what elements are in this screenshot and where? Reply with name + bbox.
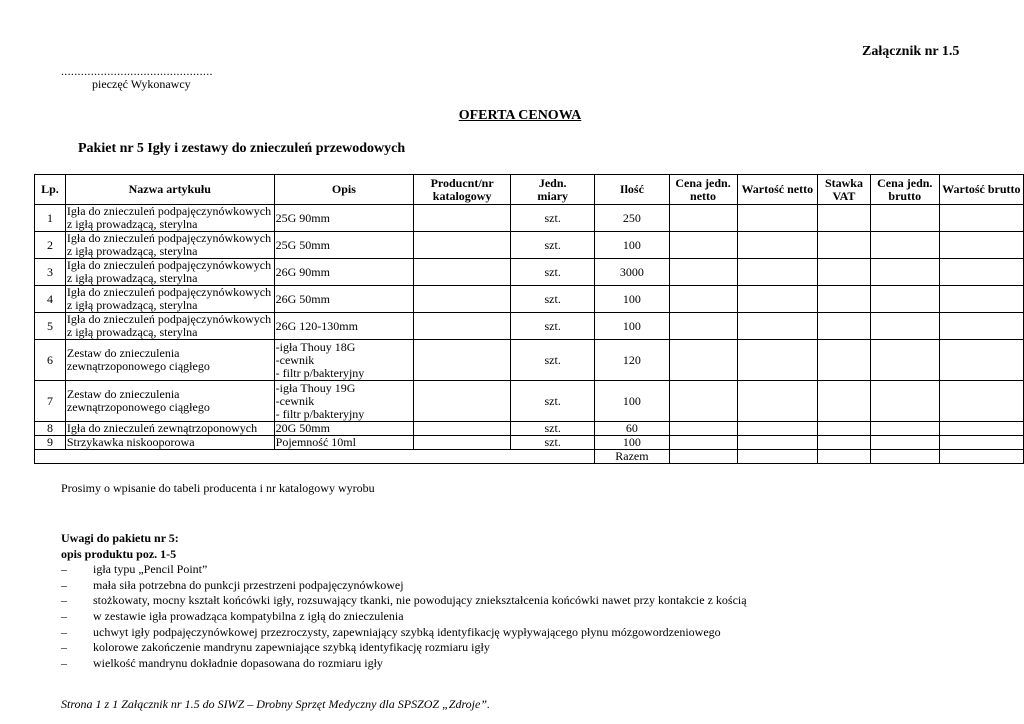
row-description: 26G 90mm bbox=[274, 259, 414, 286]
row-quantity: 100 bbox=[595, 313, 669, 340]
row-net-unit-price-cell bbox=[669, 422, 737, 436]
table-row bbox=[35, 286, 1024, 313]
row-name: Igła do znieczuleń podpajęczynówkowych z igłą prowadzącą, sterylna bbox=[65, 313, 274, 340]
row-unit: szt. bbox=[511, 313, 595, 340]
total-label: Razem bbox=[595, 450, 669, 464]
row-net-value-cell bbox=[737, 232, 818, 259]
row-name: Zestaw do znieczulenia zewnątrzoponowego ciągłego bbox=[65, 381, 274, 422]
row-gross-unit-price-cell bbox=[870, 286, 939, 313]
row-description: -igła Thouy 19G -cewnik - filtr p/bakteryjny bbox=[274, 381, 414, 422]
header-lp: Lp. bbox=[35, 175, 66, 205]
remarks-subtitle: opis produktu poz. 1-5 bbox=[61, 546, 177, 561]
row-lp: 8 bbox=[35, 422, 66, 436]
row-vat-cell bbox=[818, 422, 871, 436]
row-vat-cell bbox=[818, 205, 871, 232]
row-description: 26G 120-130mm bbox=[274, 313, 414, 340]
remarks-item-text: uchwyt igły podpajęczynówkowej przezroczysty, zapewniający szybką identyfikację wypływającego płynu mózgowordzeniowego bbox=[93, 624, 721, 639]
total-net-value-cell bbox=[737, 450, 818, 464]
row-net-unit-price-cell bbox=[669, 313, 737, 340]
row-net-unit-price-cell bbox=[669, 232, 737, 259]
row-gross-unit-price-cell bbox=[870, 422, 939, 436]
header-gross-value: Wartość brutto bbox=[939, 175, 1023, 205]
row-net-value-cell bbox=[737, 381, 818, 422]
offer-title: OFERTA CENOWA bbox=[458, 108, 582, 123]
remarks-item bbox=[61, 609, 747, 625]
dash-bullet: – bbox=[61, 593, 67, 608]
dash-bullet: – bbox=[61, 562, 67, 577]
table-row bbox=[35, 381, 1024, 422]
row-description: 25G 50mm bbox=[274, 232, 414, 259]
row-net-value-cell bbox=[737, 313, 818, 340]
row-vat-cell bbox=[818, 259, 871, 286]
remarks-title: Uwagi do pakietu nr 5: bbox=[61, 531, 179, 545]
row-name: Igła do znieczuleń podpajęczynówkowych z igłą prowadzącą, sterylna bbox=[65, 259, 274, 286]
row-producer-cell bbox=[414, 313, 511, 340]
table-row bbox=[35, 340, 1024, 381]
table-total-row bbox=[35, 450, 1024, 464]
row-net-unit-price-cell bbox=[669, 436, 737, 450]
row-net-value-cell bbox=[737, 436, 818, 450]
row-gross-unit-price-cell bbox=[870, 259, 939, 286]
row-net-value-cell bbox=[737, 422, 818, 436]
package-title: Pakiet nr 5 Igły i zestawy do znieczuleń przewodowych bbox=[78, 141, 406, 156]
row-gross-value-cell bbox=[939, 205, 1023, 232]
remarks-item-text: mała siła potrzebna do punkcji przestrzeni podpajęczynówkowej bbox=[93, 577, 404, 592]
row-gross-value-cell bbox=[939, 381, 1023, 422]
row-producer-cell bbox=[414, 381, 511, 422]
row-name: Strzykawka niskooporowa bbox=[65, 436, 274, 450]
remarks-item bbox=[61, 578, 747, 594]
table-row bbox=[35, 422, 1024, 436]
row-net-unit-price-cell bbox=[669, 340, 737, 381]
row-gross-unit-price-cell bbox=[870, 381, 939, 422]
row-gross-value-cell bbox=[939, 422, 1023, 436]
row-unit: szt. bbox=[511, 205, 595, 232]
row-gross-unit-price-cell bbox=[870, 205, 939, 232]
remarks-item-text: wielkość mandrynu dokładnie dopasowana do rozmiaru igły bbox=[93, 655, 383, 670]
row-lp: 7 bbox=[35, 381, 66, 422]
row-gross-unit-price-cell bbox=[870, 232, 939, 259]
row-producer-cell bbox=[414, 422, 511, 436]
row-gross-unit-price-cell bbox=[870, 340, 939, 381]
row-quantity: 120 bbox=[595, 340, 669, 381]
remarks-item-text: igła typu „Pencil Point” bbox=[93, 562, 208, 577]
remarks-list bbox=[61, 562, 747, 671]
total-row-blank bbox=[35, 450, 595, 464]
row-unit: szt. bbox=[511, 232, 595, 259]
table-header-row bbox=[35, 175, 1024, 205]
row-net-unit-price-cell bbox=[669, 286, 737, 313]
remarks-item bbox=[61, 640, 747, 656]
row-quantity: 100 bbox=[595, 232, 669, 259]
header-producer: Producnt/nr katalogowy bbox=[414, 175, 511, 205]
row-producer-cell bbox=[414, 259, 511, 286]
row-net-unit-price-cell bbox=[669, 259, 737, 286]
row-gross-unit-price-cell bbox=[870, 313, 939, 340]
row-description: -igła Thouy 18G -cewnik - filtr p/bakteryjny bbox=[274, 340, 414, 381]
header-quantity: Ilość bbox=[595, 175, 669, 205]
row-name: Igła do znieczuleń podpajęczynówkowych z igłą prowadzącą, sterylna bbox=[65, 205, 274, 232]
header-description: Opis bbox=[274, 175, 414, 205]
row-gross-value-cell bbox=[939, 340, 1023, 381]
row-unit: szt. bbox=[511, 259, 595, 286]
total-gross-unit-price-cell bbox=[870, 450, 939, 464]
remarks-item bbox=[61, 656, 747, 672]
row-net-value-cell bbox=[737, 340, 818, 381]
page-footer: Strona 1 z 1 Załącznik nr 1.5 do SIWZ – Drobny Sprzęt Medyczny dla SPSZOZ „Zdroje”. bbox=[61, 697, 490, 711]
dash-bullet: – bbox=[61, 577, 67, 592]
row-unit: szt. bbox=[511, 381, 595, 422]
row-producer-cell bbox=[414, 340, 511, 381]
header-net-unit-price: Cena jedn. netto bbox=[669, 175, 737, 205]
header-vat-rate: Stawka VAT bbox=[818, 175, 871, 205]
row-unit: szt. bbox=[511, 286, 595, 313]
row-net-value-cell bbox=[737, 259, 818, 286]
row-vat-cell bbox=[818, 286, 871, 313]
table-row bbox=[35, 259, 1024, 286]
row-name: Igła do znieczuleń podpajęczynówkowych z igłą prowadzącą, sterylna bbox=[65, 232, 274, 259]
header-net-value: Wartość netto bbox=[737, 175, 818, 205]
row-unit: szt. bbox=[511, 436, 595, 450]
remarks-item bbox=[61, 593, 747, 609]
row-name: Igła do znieczuleń zewnątrzoponowych bbox=[65, 422, 274, 436]
dash-bullet: – bbox=[61, 640, 67, 655]
price-offer-table bbox=[34, 174, 1024, 464]
row-lp: 4 bbox=[35, 286, 66, 313]
remarks-item-text: kolorowe zakończenie mandrynu zapewniające szybką identyfikację rozmiaru igły bbox=[93, 640, 490, 655]
row-net-value-cell bbox=[737, 205, 818, 232]
row-vat-cell bbox=[818, 340, 871, 381]
row-producer-cell bbox=[414, 232, 511, 259]
table-row bbox=[35, 313, 1024, 340]
row-quantity: 60 bbox=[595, 422, 669, 436]
row-vat-cell bbox=[818, 313, 871, 340]
row-quantity: 100 bbox=[595, 286, 669, 313]
package-remarks bbox=[61, 531, 747, 671]
row-gross-value-cell bbox=[939, 286, 1023, 313]
row-name: Zestaw do znieczulenia zewnątrzoponowego ciągłego bbox=[65, 340, 274, 381]
stamp-caption: pieczęć Wykonawcy bbox=[92, 77, 191, 91]
row-producer-cell bbox=[414, 205, 511, 232]
row-net-value-cell bbox=[737, 286, 818, 313]
row-vat-cell bbox=[818, 436, 871, 450]
row-lp: 9 bbox=[35, 436, 66, 450]
row-description: 26G 50mm bbox=[274, 286, 414, 313]
row-lp: 2 bbox=[35, 232, 66, 259]
header-gross-unit-price: Cena jedn. brutto bbox=[870, 175, 939, 205]
row-gross-value-cell bbox=[939, 232, 1023, 259]
total-vat-cell bbox=[818, 450, 871, 464]
row-vat-cell bbox=[818, 381, 871, 422]
row-gross-value-cell bbox=[939, 313, 1023, 340]
row-lp: 1 bbox=[35, 205, 66, 232]
row-name: Igła do znieczuleń podpajęczynówkowych z igłą prowadzącą, sterylna bbox=[65, 286, 274, 313]
row-description: 25G 90mm bbox=[274, 205, 414, 232]
row-net-unit-price-cell bbox=[669, 205, 737, 232]
total-net-unit-price-cell bbox=[669, 450, 737, 464]
row-quantity: 100 bbox=[595, 381, 669, 422]
row-gross-value-cell bbox=[939, 259, 1023, 286]
dash-bullet: – bbox=[61, 608, 67, 623]
row-net-unit-price-cell bbox=[669, 381, 737, 422]
annex-label: Załącznik nr 1.5 bbox=[862, 44, 960, 59]
row-producer-cell bbox=[414, 286, 511, 313]
remarks-item bbox=[61, 625, 747, 641]
row-vat-cell bbox=[818, 232, 871, 259]
row-quantity: 100 bbox=[595, 436, 669, 450]
row-gross-value-cell bbox=[939, 436, 1023, 450]
table-row bbox=[35, 436, 1024, 450]
header-name: Nazwa artykułu bbox=[65, 175, 274, 205]
row-lp: 3 bbox=[35, 259, 66, 286]
row-producer-cell bbox=[414, 436, 511, 450]
remarks-item bbox=[61, 562, 747, 578]
row-lp: 5 bbox=[35, 313, 66, 340]
table-row bbox=[35, 232, 1024, 259]
producer-note: Prosimy o wpisanie do tabeli producenta i nr katalogowy wyrobu bbox=[61, 481, 375, 495]
stamp-dotted-line: .............................................. bbox=[61, 64, 213, 78]
dash-bullet: – bbox=[61, 655, 67, 670]
row-unit: szt. bbox=[511, 422, 595, 436]
dash-bullet: – bbox=[61, 624, 67, 639]
row-unit: szt. bbox=[511, 340, 595, 381]
row-description: 20G 50mm bbox=[274, 422, 414, 436]
table-row bbox=[35, 205, 1024, 232]
remarks-item-text: w zestawie igła prowadząca kompatybilna z igłą do znieczulenia bbox=[93, 608, 404, 623]
total-gross-value-cell bbox=[939, 450, 1023, 464]
row-description: Pojemność 10ml bbox=[274, 436, 414, 450]
row-gross-unit-price-cell bbox=[870, 436, 939, 450]
row-quantity: 250 bbox=[595, 205, 669, 232]
row-quantity: 3000 bbox=[595, 259, 669, 286]
row-lp: 6 bbox=[35, 340, 66, 381]
header-unit: Jedn. miary bbox=[511, 175, 595, 205]
remarks-item-text: stożkowaty, mocny kształt końcówki igły, rozsuwający tkanki, nie powodujący zniekształcenia końcówki nawet przy kontakcie z kością bbox=[93, 593, 747, 608]
